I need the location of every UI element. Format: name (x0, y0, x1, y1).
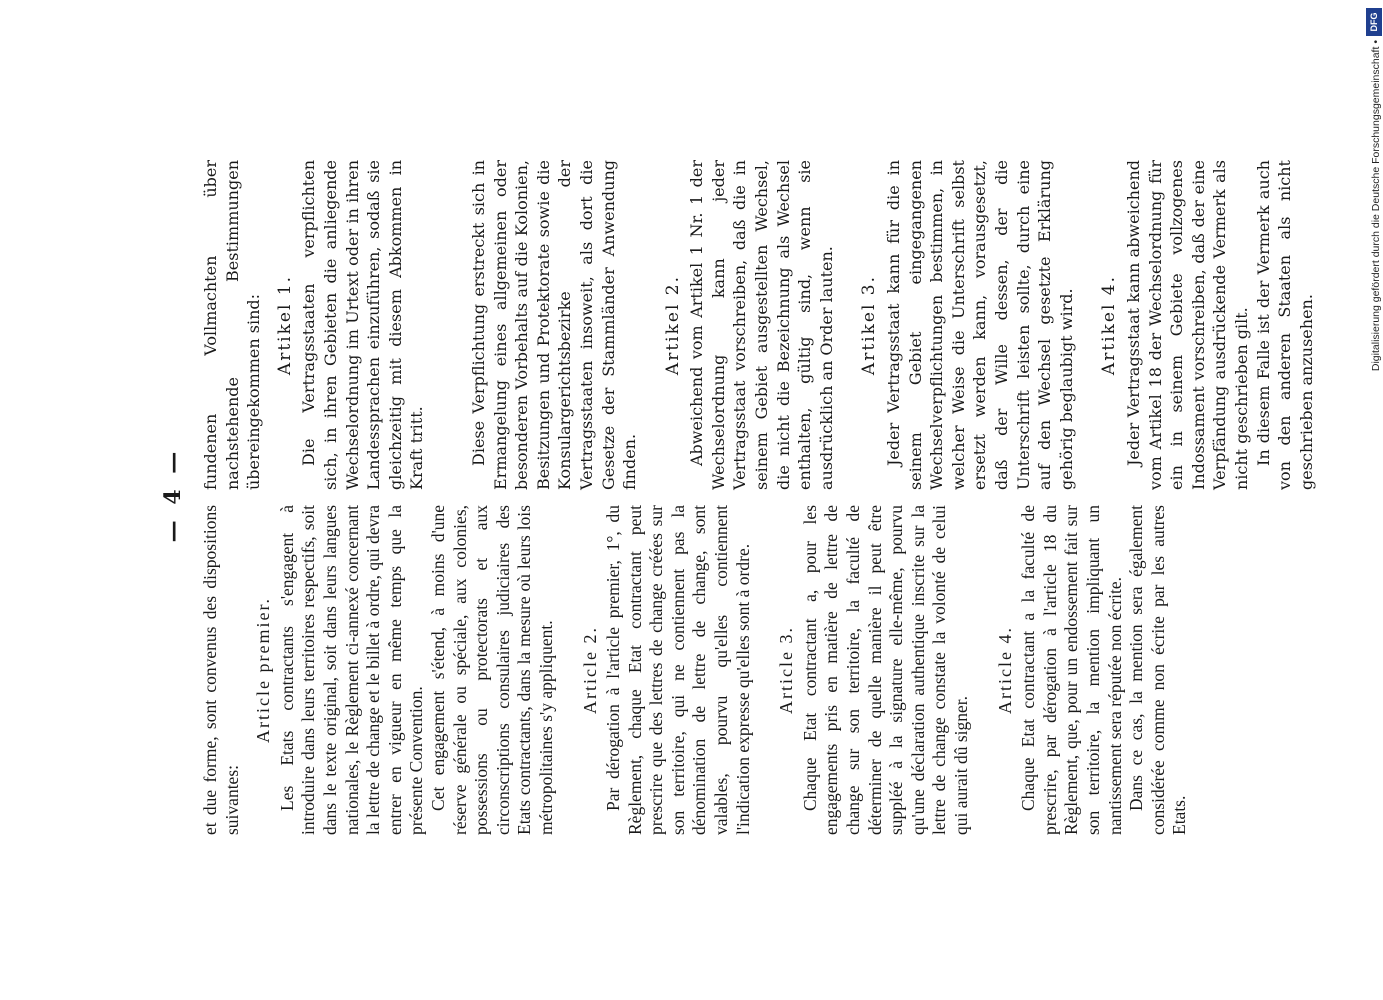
french-article-4-para-2: Dans ce cas, la mention sera également considérée comme non écrite par les autres Etats. (1126, 505, 1190, 835)
german-article-3-para-1: Jeder Vertragsstaat kann für die in seinem Gebiet eingegangenen Wechselverpflichtungen bestimmen, in welcher Weise die Unterschrift selbst ersetzt werden kann, vorausgesetzt, daß der Wille dessen, der die Unterschrift leisten sollte, durch eine auf den Wechsel gesetzte Erklärung gehörig beglaubigt wird. (884, 160, 1076, 490)
german-article-4-para-2: In diesem Falle ist der Vermerk auch von den anderen Staaten als nicht geschrieben anzusehen. (1253, 160, 1316, 490)
german-article-4-title: Artikel 4. (1099, 274, 1120, 376)
german-intro: fundenen Vollmachten über nachstehende Bestimmungen übereingekommen sind: (201, 160, 264, 490)
german-article-2-title: Artikel 2. (662, 274, 683, 376)
dfg-logo-text: DFG (1369, 12, 1379, 32)
french-column (200, 505, 1191, 835)
page-number: — 4 — (160, 447, 186, 543)
dfg-logo (1366, 8, 1382, 36)
french-article-2-para-1: Par dérogation à l'article premier, 1°, du Règlement, chaque Etat contractant peut prescrire que des lettres de change créées sur son territoire, qui ne contiennent pas la dénomination de lettre de change, sont valables, pourvu qu'elles contiennent l'indication expresse qu'elles sont à ordre. (603, 505, 753, 835)
german-article-3-title: Artikel 3. (859, 274, 880, 376)
french-article-2-title: Article 2. (579, 626, 600, 714)
french-article-4-title: Article 4. (994, 626, 1015, 714)
german-article-1-title: Artikel 1. (274, 274, 295, 376)
german-column (200, 160, 1317, 490)
french-article-3-title: Article 3. (776, 626, 797, 714)
french-article-3-para-1: Chaque Etat contractant a, pour les engagements pris en matière de lettre de change sur son territoire, la faculté de déterminer de quelle manière il peut être suppléé à la signature elle-même, pourvu qu'une déclaration authentique inscrite sur la lettre de change constate la volonté de celui qui aurait dû signer. (799, 505, 971, 835)
digitization-attribution (1366, 40, 1383, 820)
rotated-page (160, 155, 1316, 835)
french-intro: et due forme, sont convenus des dispositions suivantes: (200, 505, 242, 835)
french-article-1-title: Article premier. (253, 597, 274, 743)
german-article-4-para-1: Jeder Vertragsstaat kann abweichend vom Artikel 18 der Wechselordnung für ein in seinem Gebiete vollzogenes Indossament vorschreiben, daß der eine Verpfändung ausdrückende Vermerk als nicht geschrieben gilt. (1123, 160, 1251, 490)
attribution-text: Digitalisierung gefördert durch die Deutsche Forschungsgemeinschaft • (1370, 40, 1382, 372)
french-article-4-para-1: Chaque Etat contractant a la faculté de prescrire, par dérogation à l'article 18 du Règlement, que, pour un endossement fait sur son territoire, la mention impliquant un nantissement sera réputée non écrite. (1018, 505, 1125, 835)
german-article-2-para-1: Abweichend vom Artikel 1 Nr. 1 der Wechselordnung kann jeder Vertragsstaat vorschreiben, daß die in seinem Gebiet ausgestellten Wechsel, die nicht die Bezeichnung als Wechsel enthalten, gültig sind, wenn sie ausdrücklich an Order lauten. (687, 160, 836, 490)
french-article-1-para-2: Cet engagement s'étend, à moins d'une réserve générale ou spéciale, aux colonies, possessions ou protectorats et aux circonscriptions consulaires judiciaires des Etats contractants, dans la mesure où leurs lois métropolitaines s'y appliquent. (427, 505, 556, 835)
german-article-1-para-2: Diese Verpflichtung erstreckt sich in Ermangelung eines allgemeinen oder besonderen Vorbehalts auf die Kolonien, Besitzungen und Protektorate sowie die Konsulargerichtsbezirke der Vertragsstaaten insoweit, als dort die Gesetze der Stammländer Anwendung finden. (468, 160, 640, 490)
french-article-1-para-1: Les Etats contractants s'engagent à introduire dans leurs territoires respectifs, soit dans le texte original, soit dans leurs langues nationales, le Règlement ci-annexé concernant la lettre de change et le billet à ordre, qui devra entrer en vigueur en même temps que la présente Convention. (276, 505, 427, 835)
german-article-1-para-1: Die Vertragsstaaten verpflichten sich, in ihren Gebieten die anliegende Wechselordnung im Urtext oder in ihren Landessprachen einzuführen, sodaß sie gleichzeitig mit diesem Abkommen in Kraft tritt. (299, 160, 427, 490)
